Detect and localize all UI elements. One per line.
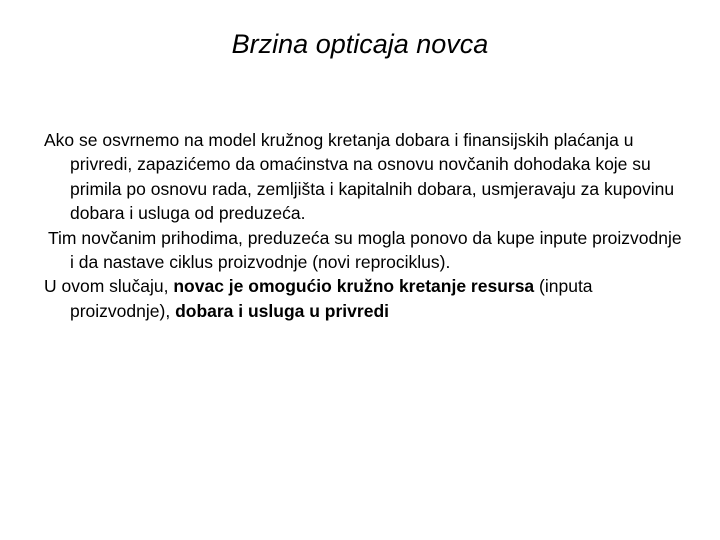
conclusion-text-1: U ovom slučaju, <box>44 276 174 297</box>
paragraph-intro: Ako se osvrnemo na model kružnog kretanja dobara i finansijskih plaćanja u privredi, zapazićemo da omaćinstva na osnovu novčanih dohodaka koje su primila po osnovu rada, zemljišta i kapitalnih dobara, usmjeravaju za kupovinu dobara i usluga od preduzeća. <box>44 130 675 224</box>
slide-body <box>44 128 684 323</box>
conclusion-bold-2: dobara i usluga u privredi <box>175 300 389 321</box>
conclusion-bold-1: novac je omogućio kružno kretanje resursa <box>173 276 535 297</box>
paragraph-firms: Tim novčanim prihodima, preduzeća su mogla ponovo da kupe inpute proizvodnje i da nastave ciklus proizvodnje (novi reprociklus). <box>48 227 682 273</box>
paragraph-conclusion <box>44 274 684 323</box>
conclusion-text-2: (inputa proizvodnje), <box>70 276 593 321</box>
slide-title: Brzina opticaja novca <box>231 29 489 59</box>
